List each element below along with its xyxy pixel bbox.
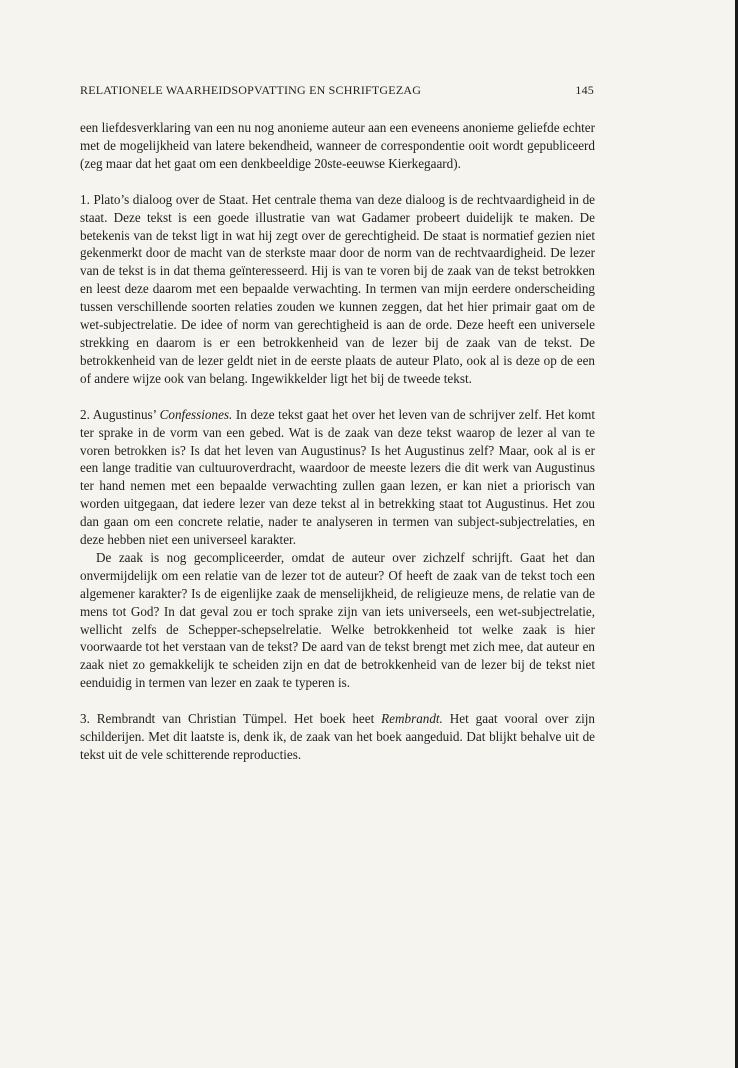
paragraph-lead: 3. Rembrandt van Christian Tümpel. Het boek heet (80, 711, 382, 727)
paragraph (80, 710, 595, 764)
work-title: Rembrandt. (381, 711, 443, 727)
page-number: 145 (575, 83, 594, 97)
body-text (80, 119, 595, 764)
paragraph-lead: 2. Augustinus’ (80, 406, 160, 422)
paragraph: 1. Plato’s dialoog over de Staat. Het centrale thema van deze dialoog is de rechtvaardigheid in de staat. Deze tekst is een goede illustratie van wat Gadamer probeert duidelijk te maken. De betekenis van de tekst ligt in wat hij zegt over de gerechtigheid. De staat is normatief gezien niet gekenmerkt door de macht van de sterkste maar door de norm van de rechtvaardigheid. De lezer van de tekst is in dat thema geïnteresseerd. Hij is van te voren bij de zaak van de tekst betrokken en leest deze daarom met een bepaalde verwachting. In termen van mijn eerdere onderscheiding tussen verschillende soorten relaties zouden we kunnen zeggen, dat het hier primair gaat om de wet-subjectrelatie. De idee of norm van gerechtigheid is aan de orde. Deze heeft een universele strekking en daarom is er een betrokkenheid van de lezer bij de zaak van de tekst. De betrokkenheid van de lezer geldt niet in de eerste plaats de auteur Plato, ook al is deze op de een of andere wijze ook van belang. Ingewikkelder ligt het bij de tweede tekst. (80, 191, 595, 386)
paragraph-body: In deze tekst gaat het over het leven van de schrijver zelf. Het komt ter sprake in de vorm van een gebed. Wat is de zaak van deze tekst waarop de lezer al van te voren betrokken is? Is dat het leven van Augustinus? Is het Augustinus zelf? Maar, ook al is er een lange traditie van cultuuroverdracht, waardoor de meeste lezers die dit werk van Augustinus ter hand nemen met een bepaalde verwachting zullen gaan lezen, er kan niet a priorisch van worden uitgegaan, dat iedere lezer van deze tekst al in betrekking staat tot Augustinus. Het zou dan gaan om een concrete relatie, nader te analyseren in termen van subject-subjectrelaties, en deze hebben niet een universeel karakter. (80, 406, 595, 548)
running-title: RELATIONELE WAARHEIDSOPVATTING EN SCHRIFTGEZAG (80, 83, 422, 97)
paragraph: De zaak is nog gecompliceerder, omdat de auteur over zichzelf schrijft. Gaat het dan onvermijdelijk om een relatie van de lezer tot de auteur? Of heeft de zaak van de tekst toch een algemener karakter? Is de eigenlijke zaak de menselijkheid, de religieuze mens, de relatie van de mens tot God? In dat geval zou er toch sprake zijn van iets universeels, een wet-subjectrelatie, wellicht zelfs de Schepper-schepselrelatie. Welke betrokkenheid tot welke zaak is hier voorwaarde tot het verstaan van de tekst? De aard van de tekst brengt met zich mee, dat auteur en zaak niet zo gemakkelijk te scheiden zijn en dat de betrokkenheid van de lezer bij de tekst niet eenduidig in termen van lezer en zaak te typeren is. (80, 549, 595, 691)
work-title: Confessiones. (159, 406, 233, 422)
running-header (80, 83, 594, 98)
paragraph-body: Het gaat vooral over zijn schilderijen. Met dit laatste is, denk ik, de zaak van het boek aangeduid. Dat blijkt behalve uit de tekst uit de vele schitterende reproducties. (80, 711, 595, 762)
paragraph (80, 406, 595, 549)
paragraph: een liefdesverklaring van een nu nog anonieme auteur aan een eveneens anonieme geliefde echter met de mogelijkheid van latere bekendheid, wanneer de correspondentie ooit wordt gepubliceerd (zeg maar dat het gaat om een denkbeeldige 20ste-eeuwse Kierkegaard). (80, 120, 595, 171)
